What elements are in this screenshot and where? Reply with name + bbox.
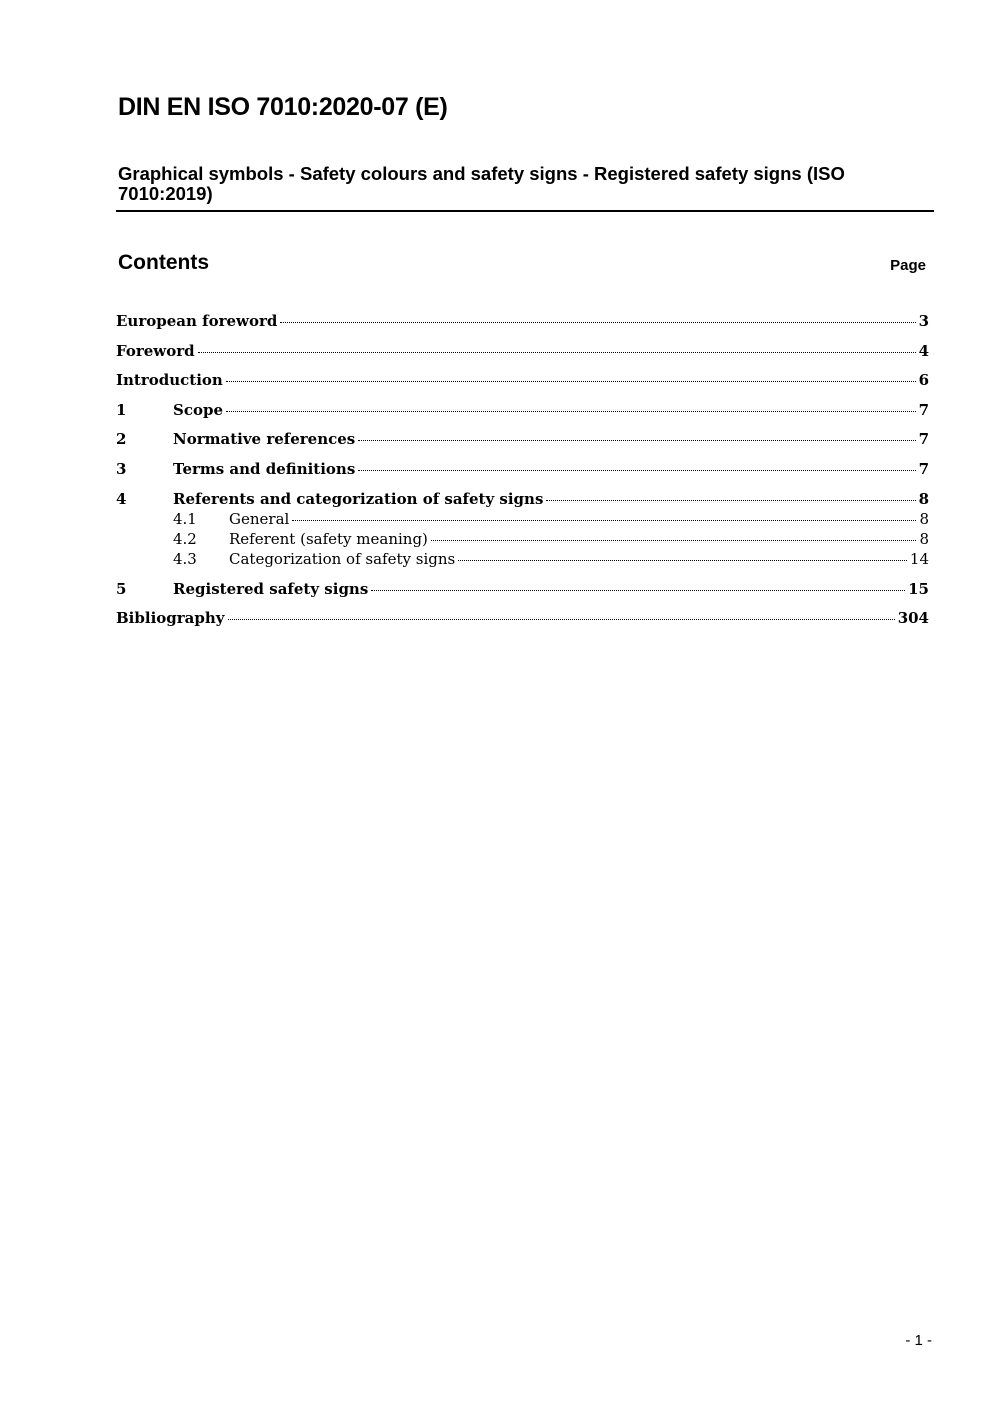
toc-entry-registered-safety-signs[interactable]: [116, 579, 929, 599]
toc-entry-normative-references[interactable]: [116, 429, 929, 449]
toc-entry-page: 7: [918, 430, 929, 448]
toc-entry-label: Introduction: [116, 371, 223, 389]
toc-entry-number: 1: [116, 401, 127, 419]
toc-entry-label: Foreword: [116, 342, 195, 360]
toc-entry-number: 3: [116, 460, 127, 478]
toc-entry-label: Categorization of safety signs: [229, 550, 456, 568]
toc-entry-page: 3: [918, 312, 929, 330]
toc-dot-leader: [292, 519, 916, 521]
page-number: - 1 -: [905, 1332, 932, 1349]
toc-entry-categorization-of-safety-signs[interactable]: [173, 549, 929, 569]
contents-heading: Contents: [118, 251, 209, 274]
toc-entry-referent-safety-meaning[interactable]: [173, 529, 929, 549]
toc-entry-number: 4: [116, 490, 127, 508]
toc-entry-general[interactable]: [173, 509, 929, 529]
toc-entry-page: 4: [918, 342, 929, 360]
toc-entry-label: Normative references: [173, 430, 356, 448]
toc-entry-page: 15: [908, 580, 929, 598]
toc-entry-label: Registered safety signs: [173, 580, 369, 598]
toc-dot-leader: [228, 618, 895, 620]
toc-dot-leader: [358, 439, 915, 441]
toc-entry-referents-and-categorization[interactable]: [116, 489, 929, 509]
toc-entry-number: 4.2: [173, 530, 197, 548]
toc-entry-page: 8: [918, 490, 929, 508]
toc-dot-leader: [458, 559, 907, 561]
toc-entry-european-foreword[interactable]: [116, 311, 929, 331]
toc-entry-page: 8: [919, 510, 929, 528]
toc-dot-leader: [546, 499, 915, 501]
toc-entry-label: Referent (safety meaning): [229, 530, 428, 548]
toc-entry-page: 304: [897, 609, 929, 627]
document-subtitle: Graphical symbols - Safety colours and safety signs - Registered safety signs (ISO 7010:2019): [118, 163, 845, 204]
toc-dot-leader: [280, 321, 915, 323]
toc-entry-page: 6: [918, 371, 929, 389]
toc-entry-page: 8: [919, 530, 929, 548]
toc-entry-number: 4.3: [173, 550, 197, 568]
toc-entry-foreword[interactable]: [116, 341, 929, 361]
table-of-contents: [116, 0, 929, 1403]
toc-entry-number: 4.1: [173, 510, 197, 528]
toc-dot-leader: [371, 589, 905, 591]
toc-entry-bibliography[interactable]: [116, 608, 929, 628]
toc-entry-label: General: [229, 510, 290, 528]
toc-dot-leader: [198, 351, 916, 353]
toc-entry-number: 5: [116, 580, 127, 598]
toc-entry-scope[interactable]: [116, 400, 929, 420]
document-title: DIN EN ISO 7010:2020-07 (E): [118, 93, 448, 121]
toc-entry-label: Scope: [173, 401, 224, 419]
toc-dot-leader: [226, 410, 916, 412]
toc-dot-leader: [431, 539, 917, 541]
toc-entry-page: 14: [909, 550, 929, 568]
toc-entry-introduction[interactable]: [116, 370, 929, 390]
toc-entry-page: 7: [918, 401, 929, 419]
toc-entry-page: 7: [918, 460, 929, 478]
toc-entry-label: European foreword: [116, 312, 278, 330]
toc-entry-label: Terms and definitions: [173, 460, 356, 478]
toc-dot-leader: [226, 380, 916, 382]
page-column-label: Page: [890, 257, 926, 274]
toc-entry-label: Referents and categorization of safety signs: [173, 490, 544, 508]
toc-entry-terms-and-definitions[interactable]: [116, 459, 929, 479]
toc-dot-leader: [358, 469, 915, 471]
toc-entry-number: 2: [116, 430, 127, 448]
toc-entry-label: Bibliography: [116, 609, 225, 627]
